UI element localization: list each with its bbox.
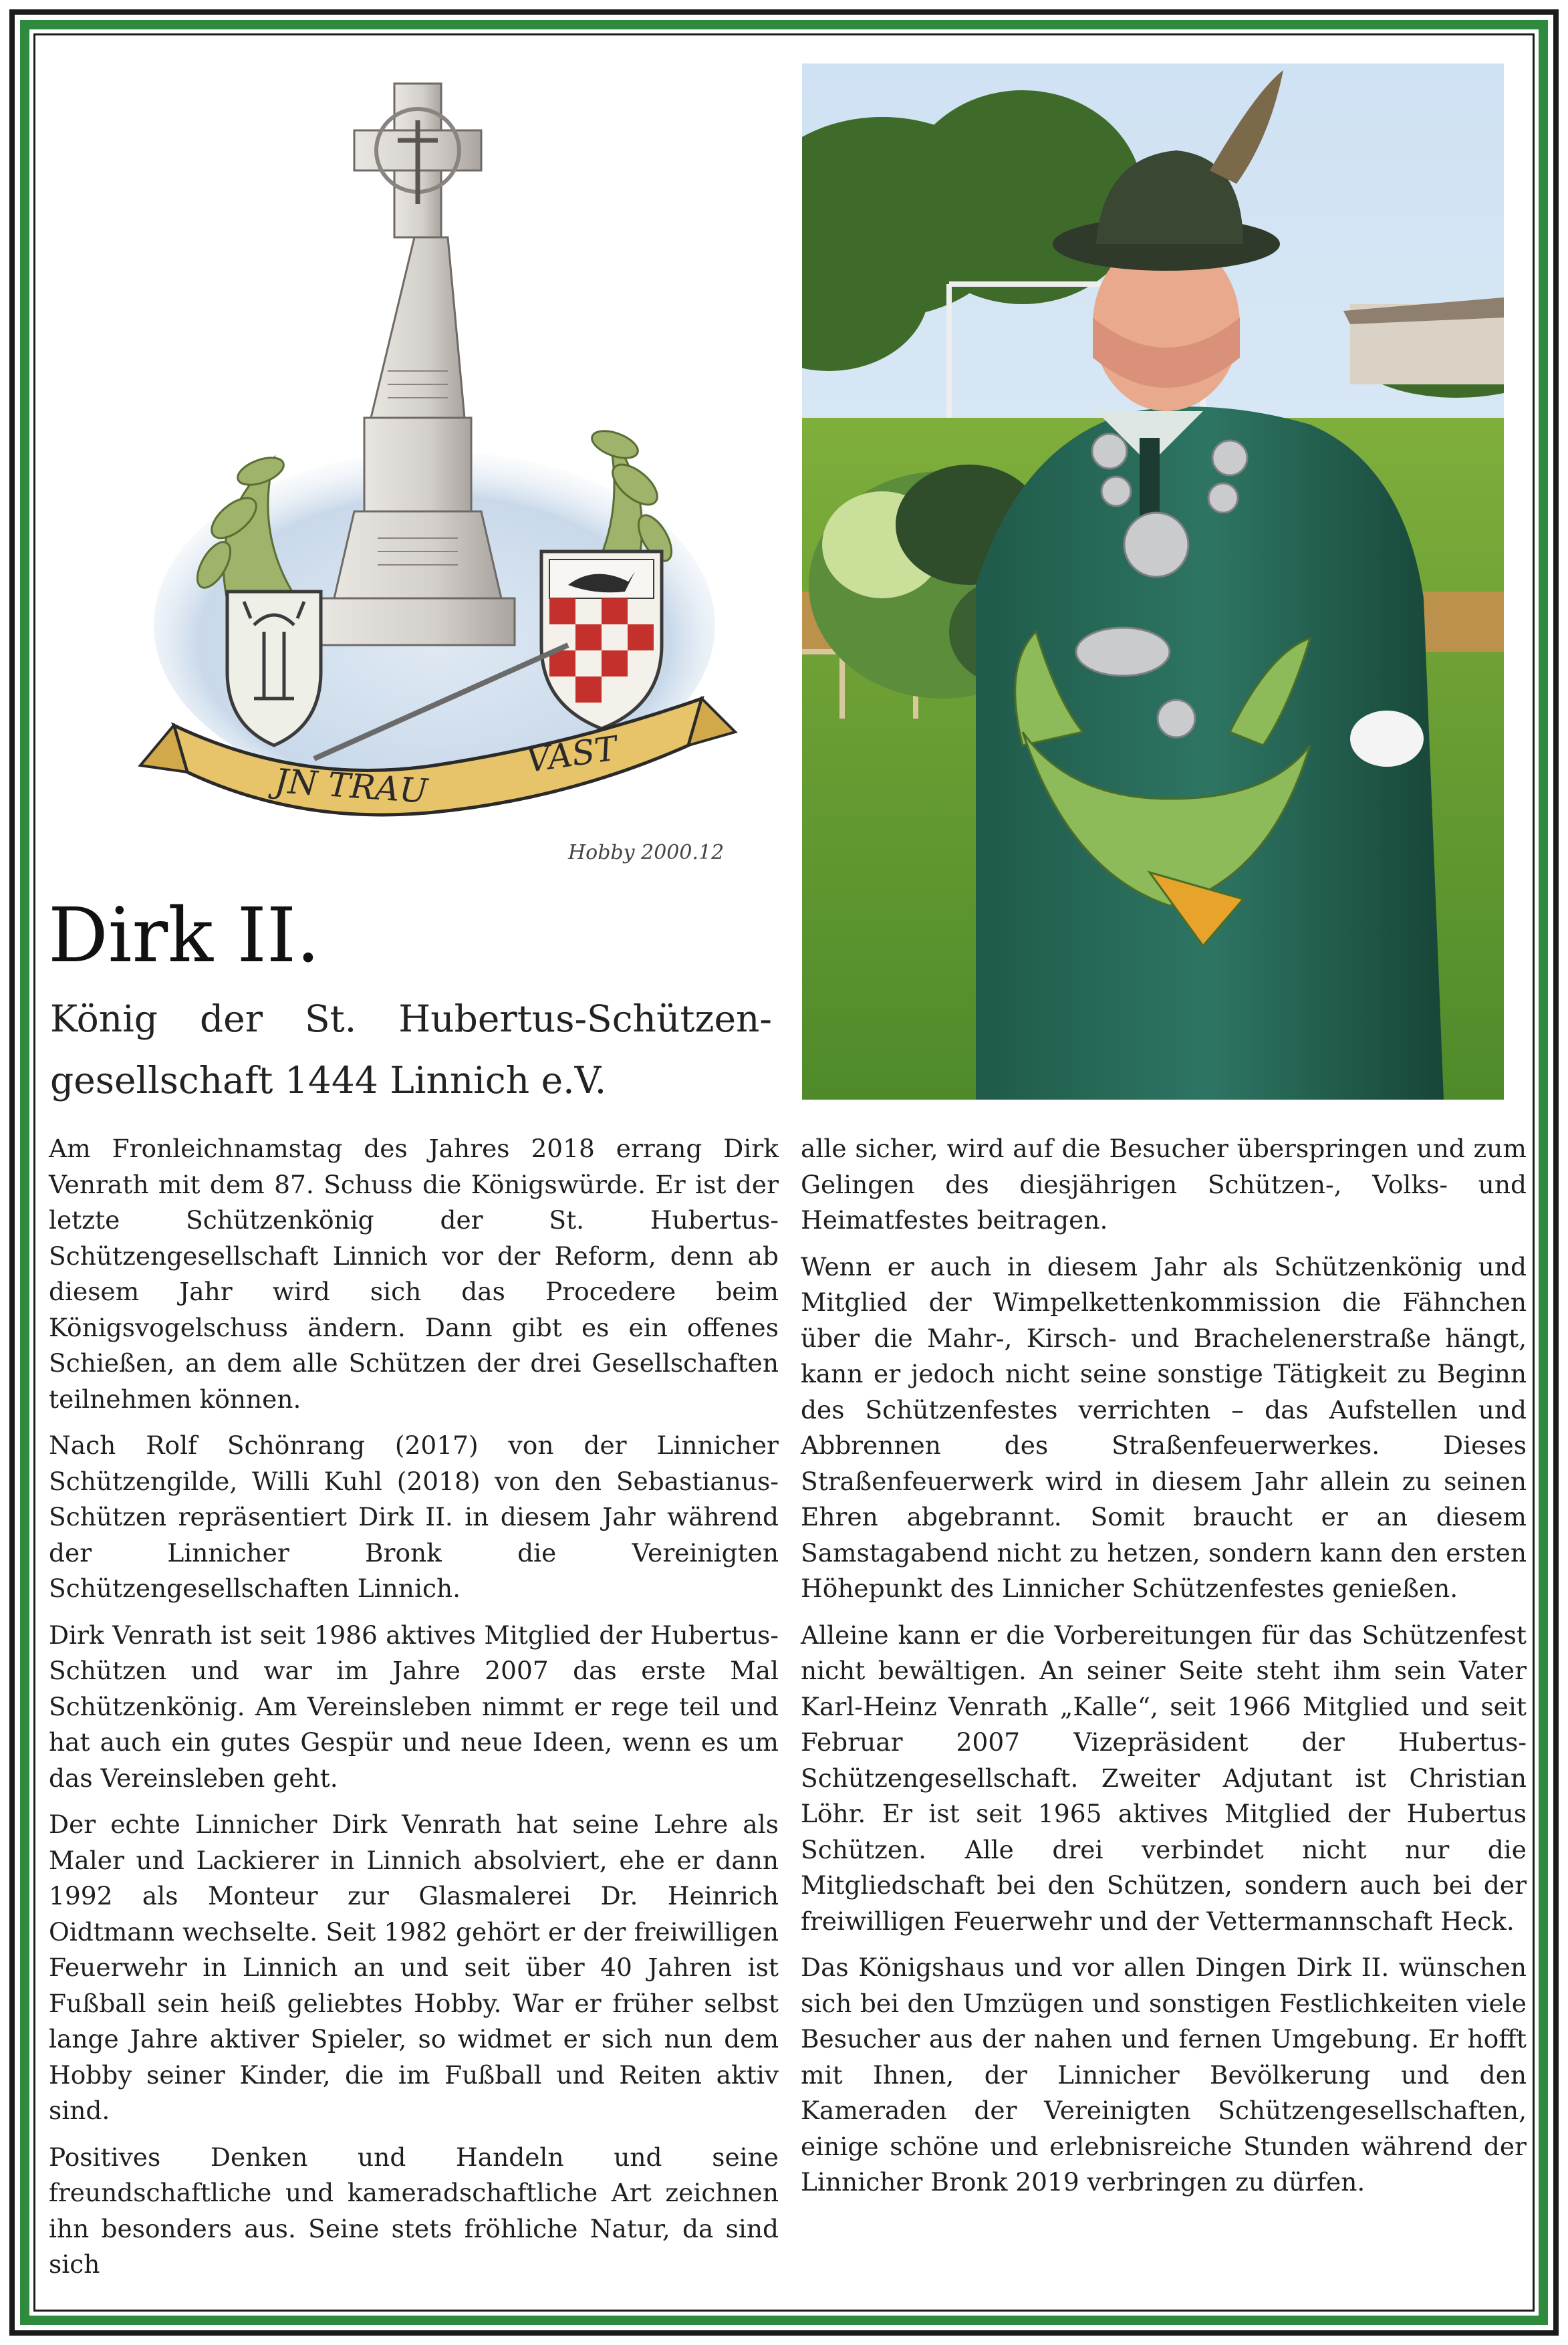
wayside-cross-illustration xyxy=(100,57,769,879)
paragraph: Am Fronleichnamstag des Jahres 2018 errang Dirk Venrath mit dem 87. Schuss die Königswürde. Er ist der letzte Schützenkönig der St. Hubertus-Schützengesellschaft Linnich vor der Reform, denn ab diesem Jahr wird sich das Procedere beim Königsvogelschuss ändern. Dann gibt es ein offenes Schießen, an dem alle Schützen der drei Gesellschaften teilnehmen können. xyxy=(49,1134,779,1414)
left-coat-of-arms xyxy=(227,592,321,745)
paragraph: Der echte Linnicher Dirk Venrath hat seine Lehre als Maler und Lackierer in Linnich absolviert, ehe er dann 1992 als Monteur zur Glasmalerei Dr. Heinrich Oidtmann wechselte. Seit 1982 gehört er der freiwilligen Feuerwehr in Linnich an und seit über 40 Jahren ist Fußball sein heiß geliebtes Hobby. War er früher selbst lange Jahre aktiver Spieler, so widmet er sich nun dem Hobby seiner Kinder, die im Fußball und Reiten aktiv sind. xyxy=(49,1810,779,2125)
text-column-left xyxy=(49,1131,779,2294)
paragraph: Dirk Venrath ist seit 1986 aktives Mitglied der Hubertus-Schützen und war im Jahre 2007 das erste Mal Schützenkönig. Am Vereinsleben nimmt er rege teil und hat auch ein gutes Gespür und neue Ideen, wenn es um das Vereinsleben geht. xyxy=(49,1620,779,1793)
paragraph: Das Königshaus und vor allen Dingen Dirk II. wünschen sich bei den Umzügen und sonstigen Festlichkeiten viele Besucher aus der nahen und fernen Umgebung. Er hofft mit Ihnen, der Linnicher Bevölkerung und den Kameraden der Vereinigten Schützengesellschaften, einige schöne und erlebnisreiche Stunden während der Linnicher Bronk 2019 verbringen zu dürfen. xyxy=(801,1953,1527,2197)
paragraph: alle sicher, wird auf die Besucher überspringen und zum Gelingen des diesjährigen Schützen-, Volks- und Heimatfestes beitragen. xyxy=(801,1134,1527,1235)
cross-shape xyxy=(321,84,515,645)
paragraph: Nach Rolf Schönrang (2017) von der Linnicher Schützengilde, Willi Kuhl (2018) von den Sebastianus-Schützen repräsentiert Dirk II. in diesem Jahr während der Linnicher Bronk die Vereinigten Schützengesellschaften Linnich. xyxy=(49,1431,779,1603)
subtitle-line-1: König der St. Hubertus-Schützen- xyxy=(50,997,772,1040)
article-subtitle xyxy=(50,988,772,1111)
subtitle-line-2: gesellschaft 1444 Linnich e.V. xyxy=(50,1059,607,1102)
paragraph: Alleine kann er die Vorbereitungen für das Schützenfest nicht bewältigen. An seiner Seite steht ihm sein Vater Karl-Heinz Venrath „Kalle“, seit 1966 Mitglied und seit Februar 2007 Vizepräsident der Hubertus-Schützengesellschaft. Zweiter Adjutant ist Christian Löhr. Er ist seit 1965 aktives Mitglied der Hubertus Schützen. Alle drei verbindet nicht nur die Mitgliedschaft bei den Schützen, sondern auch bei der freiwilligen Feuerwehr und der Vettermannschaft Heck. xyxy=(801,1620,1527,1936)
paragraph: Wenn er auch in diesem Jahr als Schützenkönig und Mitglied der Wimpelkettenkommission die Fähnchen über die Mahr-, Kirsch- und Brachelenerstraße hängt, kann er jedoch nicht seine sonstige Tätigkeit zu Beginn des Schützenfestes verrichten – das Aufstellen und Abbrennen des Straßenfeuerwerkes. Dieses Straßenfeuerwerk wird in diesem Jahr allein zu seinen Ehren abgebrannt. Somit braucht er an diesem Samstagabend nicht zu hetzen, sondern kann den ersten Höhepunkt des Linnicher Schützenfestes genießen. xyxy=(801,1251,1527,1603)
artist-signature: Hobby 2000.12 xyxy=(568,841,725,864)
banner-text-right: VAST xyxy=(523,729,620,780)
king-photo xyxy=(802,64,1504,1100)
text-column-right xyxy=(801,1131,1527,2211)
right-coat-of-arms xyxy=(541,551,662,729)
paragraph: Positives Denken und Handeln und seine freundschaftliche und kameradschaftliche Art zeichnen ihn besonders aus. Seine stets fröhliche Natur, da sind sich xyxy=(49,2142,779,2279)
article-title: Dirk II. xyxy=(48,892,320,979)
banner-text-left: JN TRAU xyxy=(273,761,429,811)
